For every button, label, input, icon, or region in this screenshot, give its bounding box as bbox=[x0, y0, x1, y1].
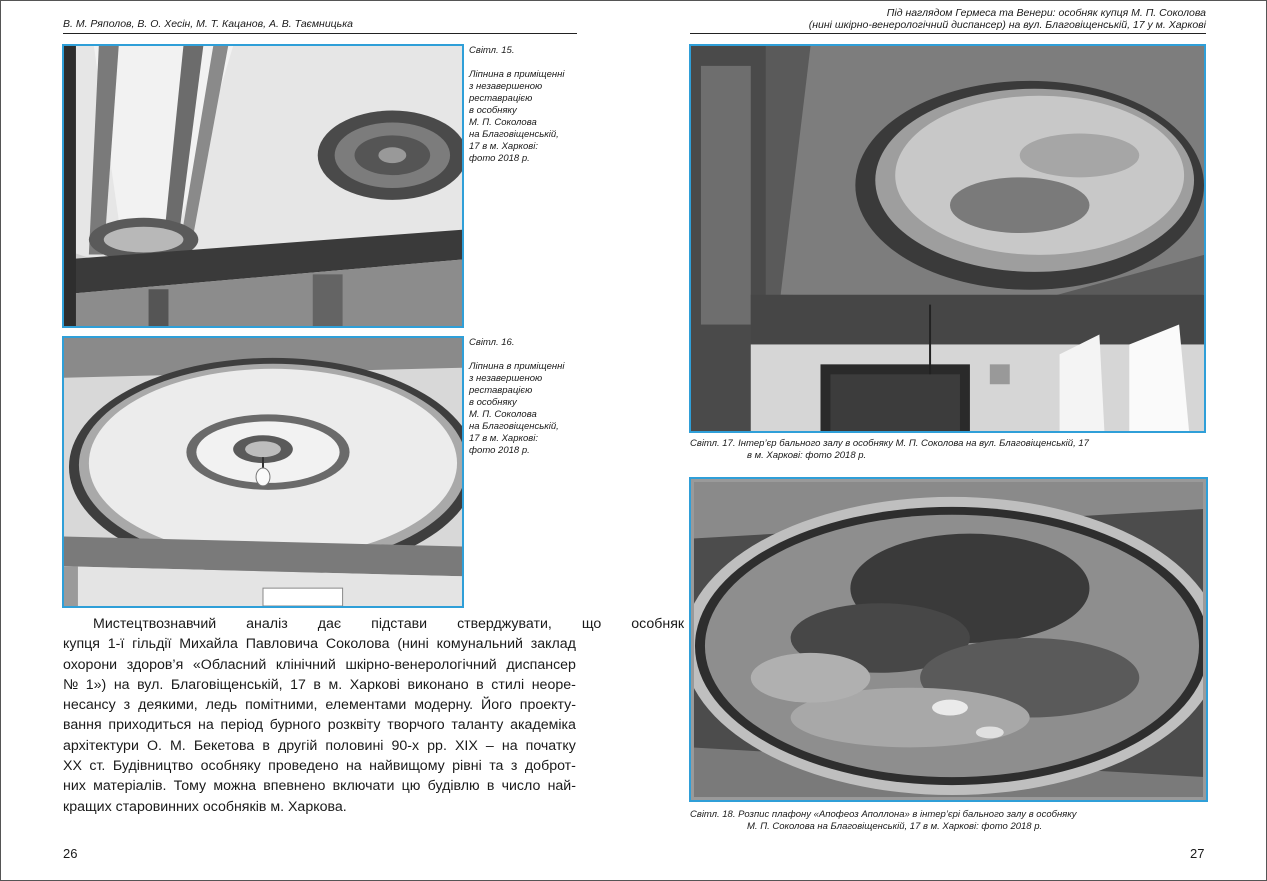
body-word: Бекетова bbox=[193, 737, 255, 754]
body-word: з bbox=[510, 758, 518, 775]
body-word: – bbox=[485, 737, 494, 754]
caption-18-line: М. П. Соколова на Благовіщенській, 17 в м. Харкові: фото 2018 р. bbox=[747, 821, 1043, 832]
body-word: включати bbox=[332, 778, 395, 795]
body-word: шкірно-венерологічний bbox=[345, 656, 497, 673]
caption-15-line: реставрацією bbox=[469, 93, 533, 104]
body-word: проекту- bbox=[519, 697, 576, 714]
body-word: дає bbox=[317, 616, 342, 632]
caption-15-line: 17 в м. Харкові: bbox=[469, 141, 538, 152]
body-word: XIX bbox=[454, 737, 478, 754]
body-word: можна bbox=[213, 778, 257, 795]
body-word: аналіз bbox=[246, 616, 288, 632]
body-word: будівлю bbox=[427, 778, 480, 795]
body-word: особняк bbox=[631, 616, 685, 632]
body-word: на bbox=[113, 676, 130, 693]
body-word: вул. bbox=[137, 676, 164, 693]
caption-15-line: на Благовіщенській, bbox=[469, 129, 559, 140]
caption-16-line: на Благовіщенській, bbox=[469, 421, 559, 432]
photo-17-ballroom-interior bbox=[689, 44, 1206, 433]
caption-15-title: Світл. 15. bbox=[469, 45, 515, 56]
body-word: М. bbox=[169, 737, 186, 754]
body-word: клінічний bbox=[275, 656, 336, 673]
body-word: 90-х bbox=[391, 737, 420, 754]
body-line bbox=[63, 736, 576, 756]
body-line bbox=[63, 756, 576, 776]
body-line bbox=[63, 715, 576, 735]
body-word: в bbox=[486, 778, 495, 795]
body-word: здоров’я bbox=[126, 656, 184, 673]
body-word: ст. bbox=[89, 758, 106, 775]
body-word: XX bbox=[63, 758, 82, 775]
caption-16-line: в особняку bbox=[469, 397, 517, 408]
left-header-rule bbox=[63, 33, 577, 34]
right-running-header bbox=[809, 7, 1206, 31]
body-word: Павловича bbox=[245, 636, 319, 653]
body-word: заклад bbox=[530, 636, 576, 653]
body-word: помітними, bbox=[245, 697, 318, 714]
caption-16-line: М. П. Соколова bbox=[469, 409, 537, 420]
body-word: розквіту bbox=[327, 717, 381, 734]
right-header-line: Під наглядом Гермеса та Венери: особняк купця М. П. Соколова bbox=[886, 7, 1206, 19]
body-word: на bbox=[501, 737, 518, 754]
photo-15-ceiling-stucco bbox=[62, 44, 464, 328]
body-word: Соколова bbox=[325, 636, 390, 653]
body-word: другій bbox=[277, 737, 318, 754]
caption-17-line: в м. Харкові: фото 2018 р. bbox=[747, 450, 867, 461]
body-word: матеріалів. bbox=[93, 778, 167, 795]
caption-17-line: Світл. 17. Інтер’єр бального залу в особняку М. П. Соколова на вул. Благовіщенській, 17 bbox=[690, 438, 1089, 449]
body-word: Харкові bbox=[349, 676, 400, 693]
body-word: Будівництво bbox=[112, 758, 194, 775]
right-header-line: (нині шкірно-венерологічний диспансер) на вул. Благовіщенській, 17 у м. Харкові bbox=[808, 19, 1206, 31]
body-line bbox=[63, 776, 576, 796]
body-line bbox=[63, 675, 576, 695]
body-line bbox=[63, 614, 685, 634]
body-word: в bbox=[476, 676, 484, 693]
body-word: початку bbox=[525, 737, 576, 754]
caption-16-line: реставрацією bbox=[469, 385, 533, 396]
body-word: цю bbox=[401, 778, 421, 795]
body-word: творчого bbox=[387, 717, 445, 734]
caption-15-line: з незавершеною bbox=[469, 81, 543, 92]
body-word: (нині bbox=[397, 636, 429, 653]
caption-15-line: М. П. Соколова bbox=[469, 117, 537, 128]
caption-16-title: Світл. 16. bbox=[469, 337, 515, 348]
body-line bbox=[63, 634, 576, 654]
body-line bbox=[63, 695, 576, 715]
body-word: таланту bbox=[451, 717, 504, 734]
body-word: № bbox=[63, 676, 79, 693]
body-word: період bbox=[220, 717, 264, 734]
right-header-rule bbox=[690, 33, 1206, 34]
caption-15-line: Ліпнина в приміщенні bbox=[469, 69, 565, 80]
body-word: 1») bbox=[85, 676, 107, 693]
body-word: деякими, bbox=[138, 697, 198, 714]
body-word: рівні bbox=[452, 758, 482, 775]
body-word: стилі bbox=[491, 676, 525, 693]
body-word: О. bbox=[146, 737, 162, 754]
body-word: охорони bbox=[63, 656, 118, 673]
body-line bbox=[63, 655, 576, 675]
body-word: що bbox=[581, 616, 602, 632]
body-word: в bbox=[262, 737, 270, 754]
right-page-number: 27 bbox=[1190, 846, 1205, 861]
body-word: м. bbox=[328, 676, 343, 693]
body-word: число bbox=[501, 778, 541, 795]
left-page-number: 26 bbox=[63, 846, 78, 861]
caption-18-line: Світл. 18. Розпис плафону «Апофеоз Аполлона» в інтер’єрі бального залу в особняку bbox=[690, 809, 1077, 820]
caption-18 bbox=[690, 809, 1077, 833]
body-word: на bbox=[198, 717, 214, 734]
body-word: гільдії bbox=[132, 636, 172, 653]
caption-16-line: 17 в м. Харкові: bbox=[469, 433, 538, 444]
body-word: проведено bbox=[268, 758, 339, 775]
caption-15-line: фото 2018 р. bbox=[469, 153, 530, 164]
caption-16-line: з незавершеною bbox=[469, 373, 543, 384]
body-word: вання bbox=[63, 717, 102, 734]
body-word: підстави bbox=[371, 616, 428, 632]
body-word: них bbox=[63, 778, 86, 795]
body-line: кращих старовинних особняків м. Харкова. bbox=[63, 798, 347, 815]
body-word: виконано bbox=[407, 676, 469, 693]
caption-16-line: фото 2018 р. bbox=[469, 445, 530, 456]
photo-18-apollo-ceiling-painting bbox=[689, 477, 1208, 802]
body-word: модерну. bbox=[414, 697, 474, 714]
caption-16 bbox=[469, 337, 564, 457]
body-word: комунальний bbox=[436, 636, 523, 653]
body-word: та bbox=[489, 758, 504, 775]
body-word: найвищому bbox=[369, 758, 445, 775]
body-word: най- bbox=[547, 778, 576, 795]
body-word: академіка bbox=[510, 717, 576, 734]
body-word: Мистецтвознавчий bbox=[93, 616, 217, 632]
body-word: Михайла bbox=[179, 636, 238, 653]
caption-15 bbox=[469, 45, 564, 165]
body-word: особняку bbox=[200, 758, 261, 775]
body-word: неоре- bbox=[531, 676, 576, 693]
photo-16-oval-ceiling-rosette bbox=[62, 336, 464, 608]
body-word: елементами bbox=[325, 697, 407, 714]
body-word: рр. bbox=[427, 737, 447, 754]
body-word: купця bbox=[63, 636, 100, 653]
body-word: Тому bbox=[173, 778, 207, 795]
body-word: 1-ї bbox=[107, 636, 125, 653]
caption-17 bbox=[690, 438, 1089, 462]
body-paragraph bbox=[63, 614, 685, 817]
caption-15-line: в особняку bbox=[469, 105, 517, 116]
body-word: впевнено bbox=[263, 778, 326, 795]
body-word: стверджувати, bbox=[457, 616, 552, 632]
body-word: «Обласний bbox=[192, 656, 267, 673]
body-word: архітектури bbox=[63, 737, 139, 754]
body-word: доброт- bbox=[524, 758, 576, 775]
body-word: на bbox=[345, 758, 362, 775]
body-word: Його bbox=[481, 697, 512, 714]
caption-16-line: Ліпнина в приміщенні bbox=[469, 361, 565, 372]
body-word: в bbox=[313, 676, 321, 693]
body-word: 17 bbox=[290, 676, 306, 693]
left-running-header: В. М. Ряполов, В. О. Хесін, М. Т. Кацанов, А. В. Таємницька bbox=[63, 18, 353, 30]
body-word: бурного bbox=[269, 717, 321, 734]
body-word: ледь bbox=[205, 697, 238, 714]
body-word: половині bbox=[325, 737, 384, 754]
body-word: Благовіщенській, bbox=[170, 676, 283, 693]
body-word: приходиться bbox=[108, 717, 192, 734]
body-word: несансу bbox=[63, 697, 116, 714]
body-word: з bbox=[123, 697, 131, 714]
body-word: диспансер bbox=[506, 656, 576, 673]
